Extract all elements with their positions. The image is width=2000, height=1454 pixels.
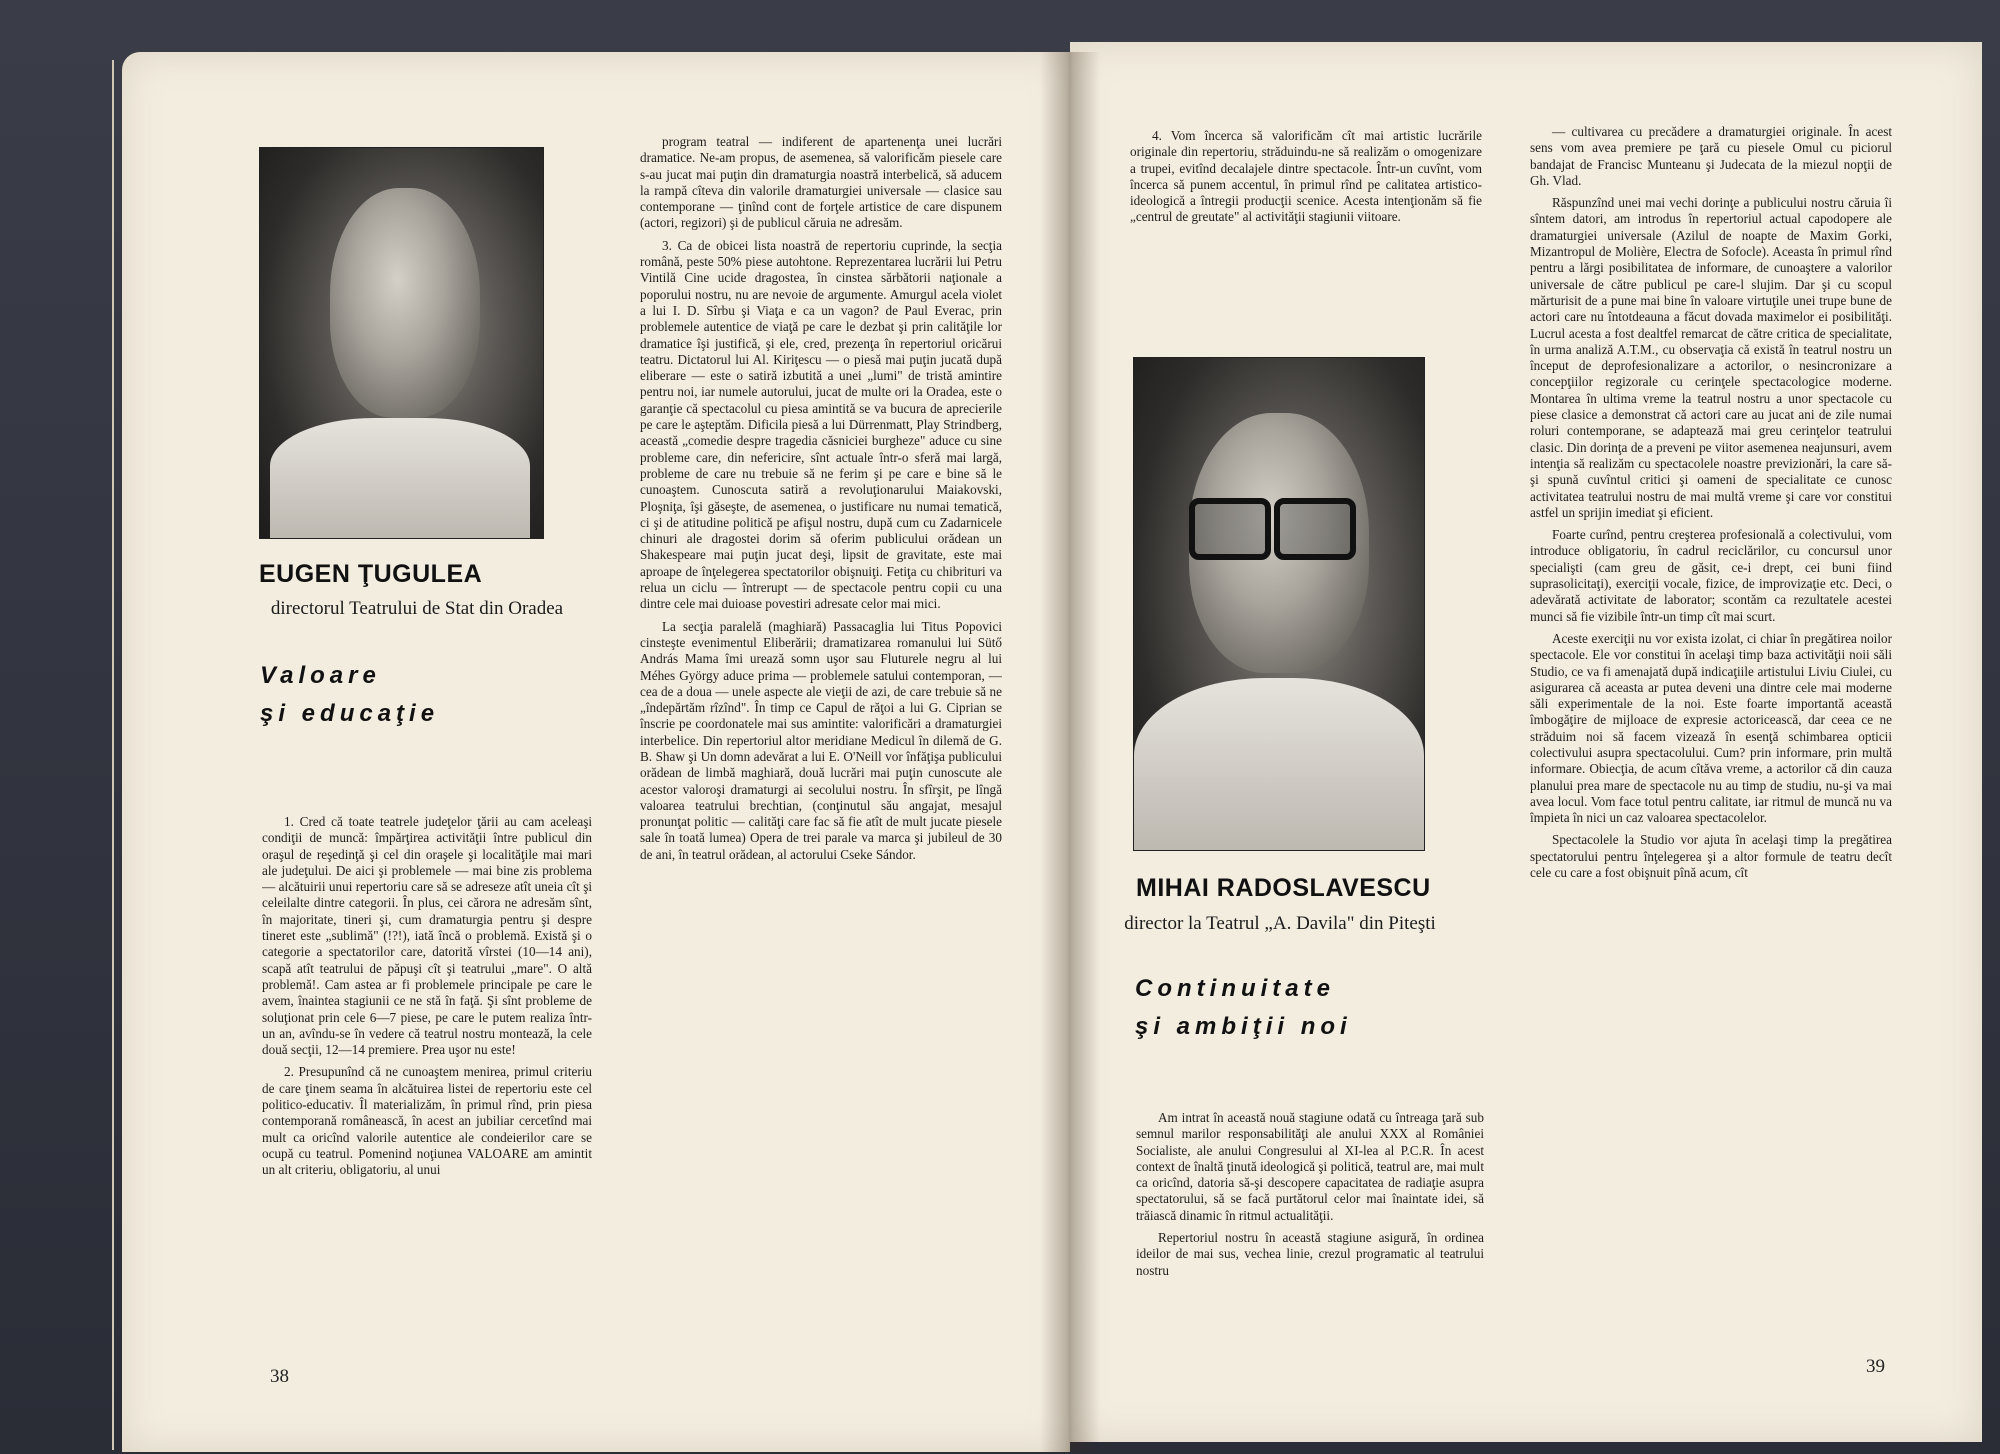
paragraph: Aceste exerciţii nu vor exista izolat, ci chiar în pregătirea noilor spectacole. Ele vor constitui în acelaşi timp baza activităţii noii săli Studio, ce va fi amenajată după indicaţiile artistului Liviu Ciulei, cu asigurarea că aceasta ar putea deveni una dintre cele mai moderne săli experimentale de la noi. Este foarte importantă această îmbogăţire de mijloace de expresie actoricească, dar ceea ce ne străduim noi să facem vizează în esenţă schimbarea opticii colectivului asupra spectacolului. Cum? prin informare, prin multă informare. Obiecţia, de acum cîtăva vreme, a actorilor că din cauza planului prea mare de spectacole nu au timp de studiu, nu-şi va mai avea locul. Vom face totul pentru calitate, iar ritmul de muncă nu va împieta în nici un caz valoarea spectacolelor. — [1530, 630, 1892, 826]
person-role: director la Teatrul „A. Davila" din Piteşti — [1124, 913, 1436, 934]
page-number: 38 — [270, 1366, 289, 1387]
left-page — [122, 52, 1070, 1452]
person-role: directorul Teatrului de Stat din Oradea — [270, 598, 564, 619]
paragraph: program teatral — indiferent de apartenenţa unei lucrări dramatice. Ne-am propus, de asemenea, să valorificăm piesele care s-au jucat mai puţin din dramaturgia noastră interbelică, să aducem la rampă cîteva din valorile dramaturgiei universale — clasice sau contemporane — ţinînd cont de forţele artistice de care dispunem (actori, regizori) şi de publicul căruia ne adresăm. — [640, 134, 1002, 231]
paragraph: La secţia paralelă (maghiară) Passacaglia lui Titus Popovici cinsteşte evenimentul Eliberării; dramatizarea romanului lui Sütő András Mama îmi urează somn uşor sau Fluturele negru al lui Méhes György aduce prima — problemele satului contemporan, — cea de a doua — unele aspecte ale vieţii de azi, de care trebuie să ne „îndepărtăm rîzînd". În timp ce Capul de răţoi a lui G. Ciprian se înscrie pe coordonatele mai sus amintite: valorificări a dramaturgiei interbelice. Din repertoriul altor meridiane Medicul în dilemă de G. B. Shaw şi Un domn adevărat a lui E. O'Neill vor înfăţişa publicului orădean de limbă maghiară, două lucrări mai puţin cunoscute ale acestor valoroşi dramaturgi ai secolului nostru. În sfîrşit, pe lîngă valoarea teatrului brechtian, (conţinutul său angajat, mesajul pronunţat politic — calităţi care fac să fie atît de mult jucate piesele sale în toată lumea) Opera de trei parale va marca şi jubileul de 30 de ani, în teatrul orădean, al actorului Cseke Sándor. — [640, 618, 1002, 862]
paragraph: 4. Vom încerca să valorificăm cît mai artistic lucrările originale din repertoriu, străduindu-ne să realizăm o omogenizare a trupei, evitînd decalajele dintre spectacole. Într-un cuvînt, vom încerca să punem accentul, în primul rînd pe calitatea artistico-ideologică a întregii producţii scenice. Acesta intenţionăm să fie „centrul de greutate" al activităţii stagiunii viitoare. — [1130, 128, 1482, 225]
portrait-photo-tugulea — [259, 147, 544, 539]
headline-line-2: şi ambiţii noi — [1135, 1013, 1352, 1040]
person-name: MIHAI RADOSLAVESCU — [1136, 874, 1431, 902]
paragraph: Spectacolele la Studio vor ajuta în acelaşi timp la pregătirea spectatorului pentru înţelegerea şi a altor formule de teatru decît cele cu care a fost obişnuit pînă acum, cît — [1530, 832, 1892, 881]
headline-line-2: şi educaţie — [260, 700, 440, 727]
paragraph: Repertoriul nostru în această stagiune asigură, în ordinea ideilor de mai sus, vechea linie, crezul programatic al teatrului nostru — [1136, 1230, 1484, 1278]
paragraph: 1. Cred că toate teatrele judeţelor ţării au cam aceleaşi condiţii de muncă: împărţirea activităţii între publicul din oraşul de reşedinţă şi cel din oraşele şi localităţile mai mari ale judeţului. De aici şi problemele — mai bine zis problema — alcătuirii unui repertoriu care să se adreseze atît uneia cît şi celeilalte dintre categorii. În plus, cei cărora ne adresăm sînt, în majoritate, tineri şi, cum dramaturgia pentru şi despre tineret este „sublimă" (!?!), iată încă o problemă. Există şi o categorie a spectatorilor care, datorită vîrstei (10—14 ani), scapă atît teatrului de păpuşi cît şi teatrului „mare". O altă problemă!. Cam astea ar fi problemele principale pe care le avem, înaintea stagiunii ce ne stă în faţă. Şi sînt probleme de soluţionat prin cele 6—7 piese, pe care le putem realiza într-un an, avîndu-se în vedere că teatrul nostru montează, la cele două secţii, 12—14 premiere. Prea uşor nu este! — [262, 814, 592, 1058]
right-column-1 — [1136, 1110, 1484, 1340]
right-top-column — [1130, 128, 1482, 308]
page-number: 39 — [1866, 1356, 1885, 1377]
headline-line-1: Continuitate — [1135, 975, 1335, 1002]
right-page — [1070, 42, 1982, 1442]
left-column-1 — [262, 814, 592, 1334]
paragraph: Am intrat în această nouă stagiune odată cu întreaga ţară sub semnul marilor responsabilităţi ale anului XXX al României Socialiste, ale anului Congresului al XI-lea al P.C.R. În acest context de înaltă ţinută ideologică şi politică, teatrul are, mai mult ca oricînd, datoria să-şi descopere capacitatea de radiaţie asupra spectatorului, să se facă purtătorul celor mai înaintate idei, să trăiască dinamic în ritmul actualităţii. — [1136, 1110, 1484, 1223]
article-headline — [1135, 970, 1352, 1046]
right-column-2 — [1530, 124, 1892, 1344]
left-column-2 — [640, 134, 1002, 1334]
portrait-photo-radoslavescu — [1133, 357, 1425, 851]
paragraph: 3. Ca de obicei lista noastră de repertoriu cuprinde, la secţia română, peste 50% piese autohtone. Reprezentarea lucrării lui Petru Vintilă Cine ucide dragostea, în cinstea sărbătorii naţionale a poporului nostru, nu are nevoie de argumente. Amurgul acela violet a lui I. D. Sîrbu şi Viaţa e ca un vagon? de Paul Everac, prin problemele autentice de viaţă pe care le dezbat şi prin calităţile lor dramatice îşi justifică, şi ele, cred, prezenţa în repertoriul oricărui teatru. Dictatorul lui Al. Kiriţescu — o piesă mai puţin jucată după eliberare — este o satiră izbutită a unei „lumi" de tristă amintire pentru noi, iar numele autorului, jucat de multe ori la Oradea, este o garanţie că spectacolul cu piesa amintită se va bucura de aprecierile pe care le aşteptăm. Dificila piesă a lui Dürrenmatt, Play Strindberg, această „comedie despre tragedia căsniciei burgheze" aduce cu sine probleme care, din nefericire, sînt actuale într-o sferă mai largă, probleme de care nu trebuie să ne ferim şi pe care e bine să le cunoaştem. Cunoscuta satiră a revoluţionarului Maiakovski, Ploşniţa, îşi găseşte, de asemenea, o justificare nu numai tematică, ci şi de atitudine politică pe afişul nostru, după cum cu Zadarnicele chinuri ale dragostei dorim să oferim publicului orădean un Shakespeare mai puţin jucat deşi, lipsit de gravitate, este mai aproape de înţelegerea spectatorilor obişnuiţi. Fetiţa cu chibrituri va relua un ciclu — întrerupt — de spectacole pentru copii cu una dintre cele mai duioase povestiri adresate celor mai mici. — [640, 237, 1002, 612]
person-name: EUGEN ŢUGULEA — [259, 560, 483, 588]
paragraph: 2. Presupunînd că ne cunoaştem menirea, primul criteriu de care ţinem seama în alcătuirea listei de repertoriu este cel politico-educativ. Îl materializăm, în primul rînd, prin piesa contemporană românească, în acest an jubiliar cercetînd mai mult ca oricînd valorile autentice ale condeierilor care se ocupă cu teatrul. Pomenind noţiunea VALOARE am amintit un alt criteriu, obligatoriu, al unui — [262, 1064, 592, 1178]
headline-line-1: Valoare — [260, 662, 381, 689]
paragraph: — cultivarea cu precădere a dramaturgiei originale. În acest sens vom avea premiere pe ţară cu piesele Omul cu piciorul bandajat de Francisc Munteanu şi Judecata de la miezul nopţii de Gh. Vlad. — [1530, 124, 1892, 188]
paragraph: Foarte curînd, pentru creşterea profesională a colectivului, vom introduce obligatoriu, în cadrul reciclărilor, cu concursul unor specialişti (cam greu de găsit, ce-i drept, cei buni fiind suprasolicitaţi), exerciţii vocale, fizice, de improvizaţie etc. Deci, o adevărată activitate de laborator; scontăm ca rezultatele acestei munci să fie vizibile într-un timp cît mai scurt. — [1530, 527, 1892, 624]
paragraph: Răspunzînd unei mai vechi dorinţe a publicului nostru căruia îi sîntem datori, am introdus în repertoriul actual capodopere ale dramaturgiei universale (Azilul de noapte de Maxim Gorki, Mizantropul de Molière, Electra de Sofocle). Aceasta în primul rînd pentru a lărgi posibilitatea de informare, de cunoaştere a valorilor universale de către publicul pe care-l slujim. Dar şi cu scopul mărturisit de a pune mai bine în valoare virtuţile unei trupe bune de actori care nu întotdeauna a făcut dovada maximelor ei posibilităţi. Lucrul acesta a fost dealtfel remarcat de către critica de specialitate, în urma analiză A.T.M., cu observaţia că există în teatrul nostru un început de deprofesionalizare a actorilor, o nesincronizare a concepţiilor regizorale cu cerinţele spectacologice moderne. Montarea în ultima vreme la teatrul nostru a unor spectacole cu piese clasice a demonstrat că actori care au jucat ani de zile numai roluri contemporane, se adaptează mai greu cerinţelor teatrului clasic. Din dorinţa de a preveni pe viitor asemenea neajunsuri, avem intenţia să realizăm cu spectacolele noastre previzionări, la care să-şi spună cuvîntul critici şi oameni de specialitate ce cunosc activitatea teatrului nostru de mai multă vreme şi care vor constitui astfel un sprijin imediat şi eficient. — [1530, 195, 1892, 520]
article-headline — [260, 657, 439, 733]
